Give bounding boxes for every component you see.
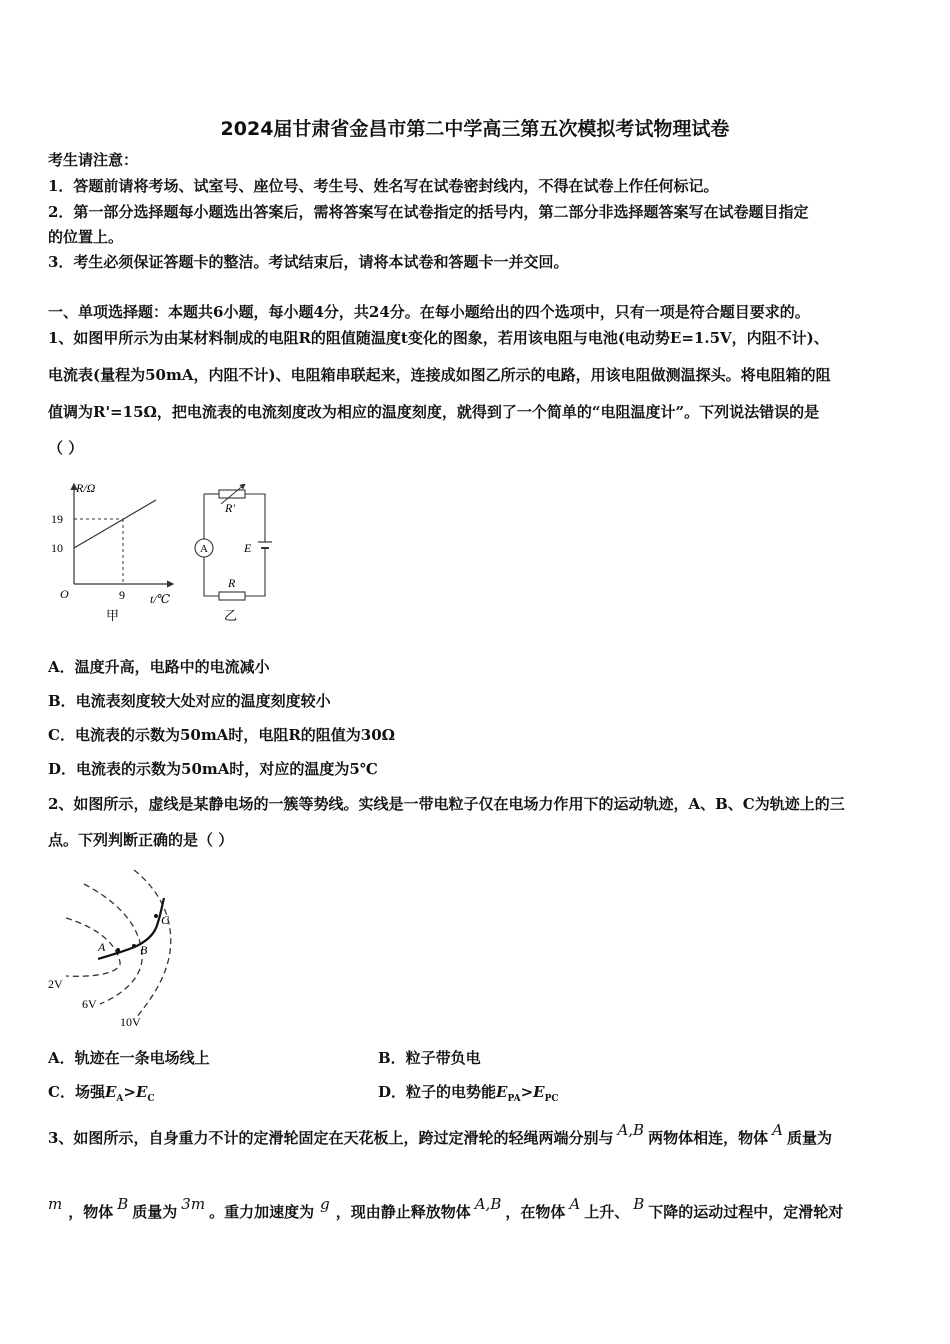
point-b (132, 944, 136, 948)
y-axis-label: R/Ω (76, 481, 96, 495)
q3-line-2: m ，物体 B 质量为 3m 。重力加速度为 g ，现由静止释放物体 A,B ，在物体 A 上升、 B 下降的运动过程中，定滑轮对 (48, 1195, 844, 1221)
r-label: R (228, 576, 236, 590)
equipotential-figure (44, 866, 194, 1034)
label-2v: 2V (48, 977, 63, 991)
r-t-line (74, 500, 156, 548)
label-10v: 10V (120, 1015, 141, 1029)
resistance-temperature-graph (48, 476, 188, 626)
section-heading: 一、单项选择题：本题共6小题，每小题4分，共24分。在每小题给出的四个选项中，只有一项是符合题目要求的。 (48, 303, 810, 321)
label-a: A (98, 940, 106, 954)
x-tick-9: 9 (119, 588, 125, 602)
emf-label: E (244, 541, 252, 555)
figure-caption: 乙 (224, 608, 238, 623)
q2-option-c: C．场强$E_A>E_C$ (48, 1083, 155, 1104)
notice-item: 2．第一部分选择题每小题选出答案后，需将答案写在试卷指定的括号内，第二部分非选择题答案写在试卷题目指定 (48, 203, 809, 221)
x-axis-label: t/℃ (150, 592, 171, 606)
equipotential-2v (66, 918, 120, 976)
point-a (116, 948, 120, 952)
q2-option-d: D．粒子的电势能$E_{PA}>E_{PC}$ (378, 1083, 559, 1104)
q2-option-b: B．粒子带负电 (378, 1049, 481, 1067)
notice-item: 1．答题前请将考场、试室号、座位号、考生号、姓名写在试卷密封线内，不得在试卷上作任何标记。 (48, 177, 719, 195)
y-tick-10: 10 (51, 541, 63, 555)
q2-line: 2、如图所示，虚线是某静电场的一簇等势线。实线是一带电粒子仅在电场力作用下的运动轨迹，A、B、C为轨迹上的三 (48, 795, 845, 813)
particle-trajectory (98, 898, 164, 959)
q1-line: 值调为R'=15Ω，把电流表的电流刻度改为相应的温度刻度，就得到了一个简单的“电阻温度计”。下列说法错误的是 (48, 403, 820, 421)
resistor-box-rprime (219, 490, 245, 498)
q3-line-1: 3、如图所示，自身重力不计的定滑轮固定在天花板上，跨过定滑轮的轻绳两端分别与 A,B 两物体相连，物体 A 质量为 (48, 1121, 832, 1147)
q2-option-a: A．轨迹在一条电场线上 (48, 1049, 210, 1067)
origin-label: O (60, 587, 69, 601)
figure-caption: 甲 (106, 608, 120, 623)
notice-item: 的位置上。 (48, 228, 124, 246)
q1-line: （ ） (48, 439, 84, 457)
label-b: B (140, 943, 148, 957)
notice-item: 3．考生必须保证答题卡的整洁。考试结束后，请将本试卷和答题卡一并交回。 (48, 253, 569, 271)
rprime-label: R' (225, 501, 235, 515)
y-tick-19: 19 (51, 512, 63, 526)
notice-heading: 考生请注意： (48, 151, 139, 169)
equipotential-6v (84, 884, 142, 1004)
q2-line: 点。下列判断正确的是（ ） (48, 831, 234, 849)
q1-line: 1、如图甲所示为由某材料制成的电阻R的阻值随温度t变化的图象，若用该电阻与电池(电动势E=1.5V，内阻不计)、 (48, 329, 829, 347)
resistor-r (219, 592, 245, 600)
q1-line: 电流表(量程为50mA，内阻不计)、电阻箱串联起来，连接成如图乙所示的电路，用该电阻做测温探头。将电阻箱的阻 (48, 366, 831, 384)
label-6v: 6V (82, 997, 97, 1011)
page-title: 2024届甘肃省金昌市第二中学高三第五次模拟考试物理试卷 (220, 118, 730, 140)
point-c (154, 914, 158, 918)
q1-option-c: C．电流表的示数为50mA时，电阻R的阻值为30Ω (48, 726, 396, 744)
ammeter-label: A (200, 543, 208, 555)
q1-option-a: A．温度升高，电路中的电流减小 (48, 658, 270, 676)
circuit-diagram (188, 484, 278, 626)
q1-option-b: B．电流表刻度较大处对应的温度刻度较小 (48, 692, 331, 710)
label-c: C (161, 913, 170, 927)
q1-option-d: D．电流表的示数为50mA时，对应的温度为5℃ (48, 760, 378, 778)
